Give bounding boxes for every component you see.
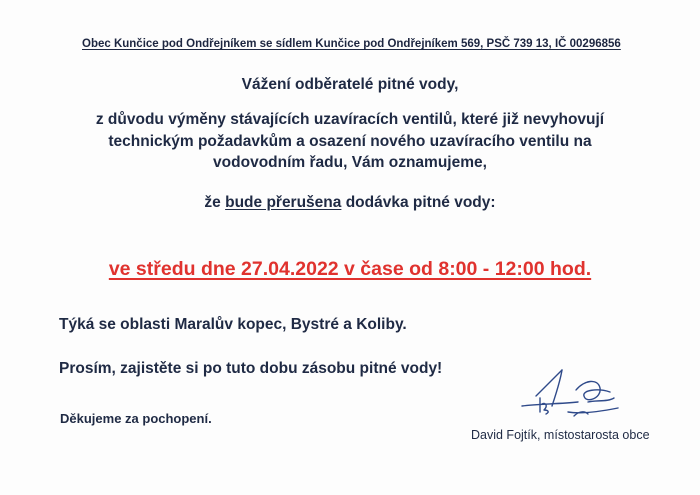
handwritten-signature: [518, 366, 628, 424]
thanks-note: Děkujeme za pochopení.: [60, 411, 212, 426]
water-supply-request: Prosím, zajistěte si po tuto dobu zásobu pitné vody!: [59, 360, 443, 377]
affected-area: Týká se oblasti Maralův kopec, Bystré a Koliby.: [59, 316, 407, 333]
outage-date-time: ve středu dne 27.04.2022 v čase od 8:00 - 12:00 hod.: [108, 258, 592, 280]
notice-suffix: dodávka pitné vody:: [341, 194, 496, 211]
reason-paragraph: [60, 109, 640, 174]
notice-prefix: že: [204, 194, 226, 211]
greeting: Vážení odběratelé pitné vody,: [241, 76, 459, 93]
reason-line-3: vodovodním řadu, Vám oznamujeme,: [213, 154, 487, 171]
reason-line-2: technickým požadavkům a osazení nového uzavíracího ventilu na: [108, 132, 592, 150]
signer-name: David Fojtík, místostarosta obce: [471, 428, 650, 442]
reason-line-1: z důvodu výměny stávajících uzavíracích ventilů, které již nevyhovují: [95, 111, 605, 128]
notice-emphasis: bude přerušena: [225, 194, 342, 211]
municipality-header: Obec Kunčice pod Ondřejníkem se sídlem Kunčice pod Ondřejníkem 569, PSČ 739 13, IČ 00296856: [82, 38, 621, 50]
outage-announcement: [60, 194, 640, 212]
